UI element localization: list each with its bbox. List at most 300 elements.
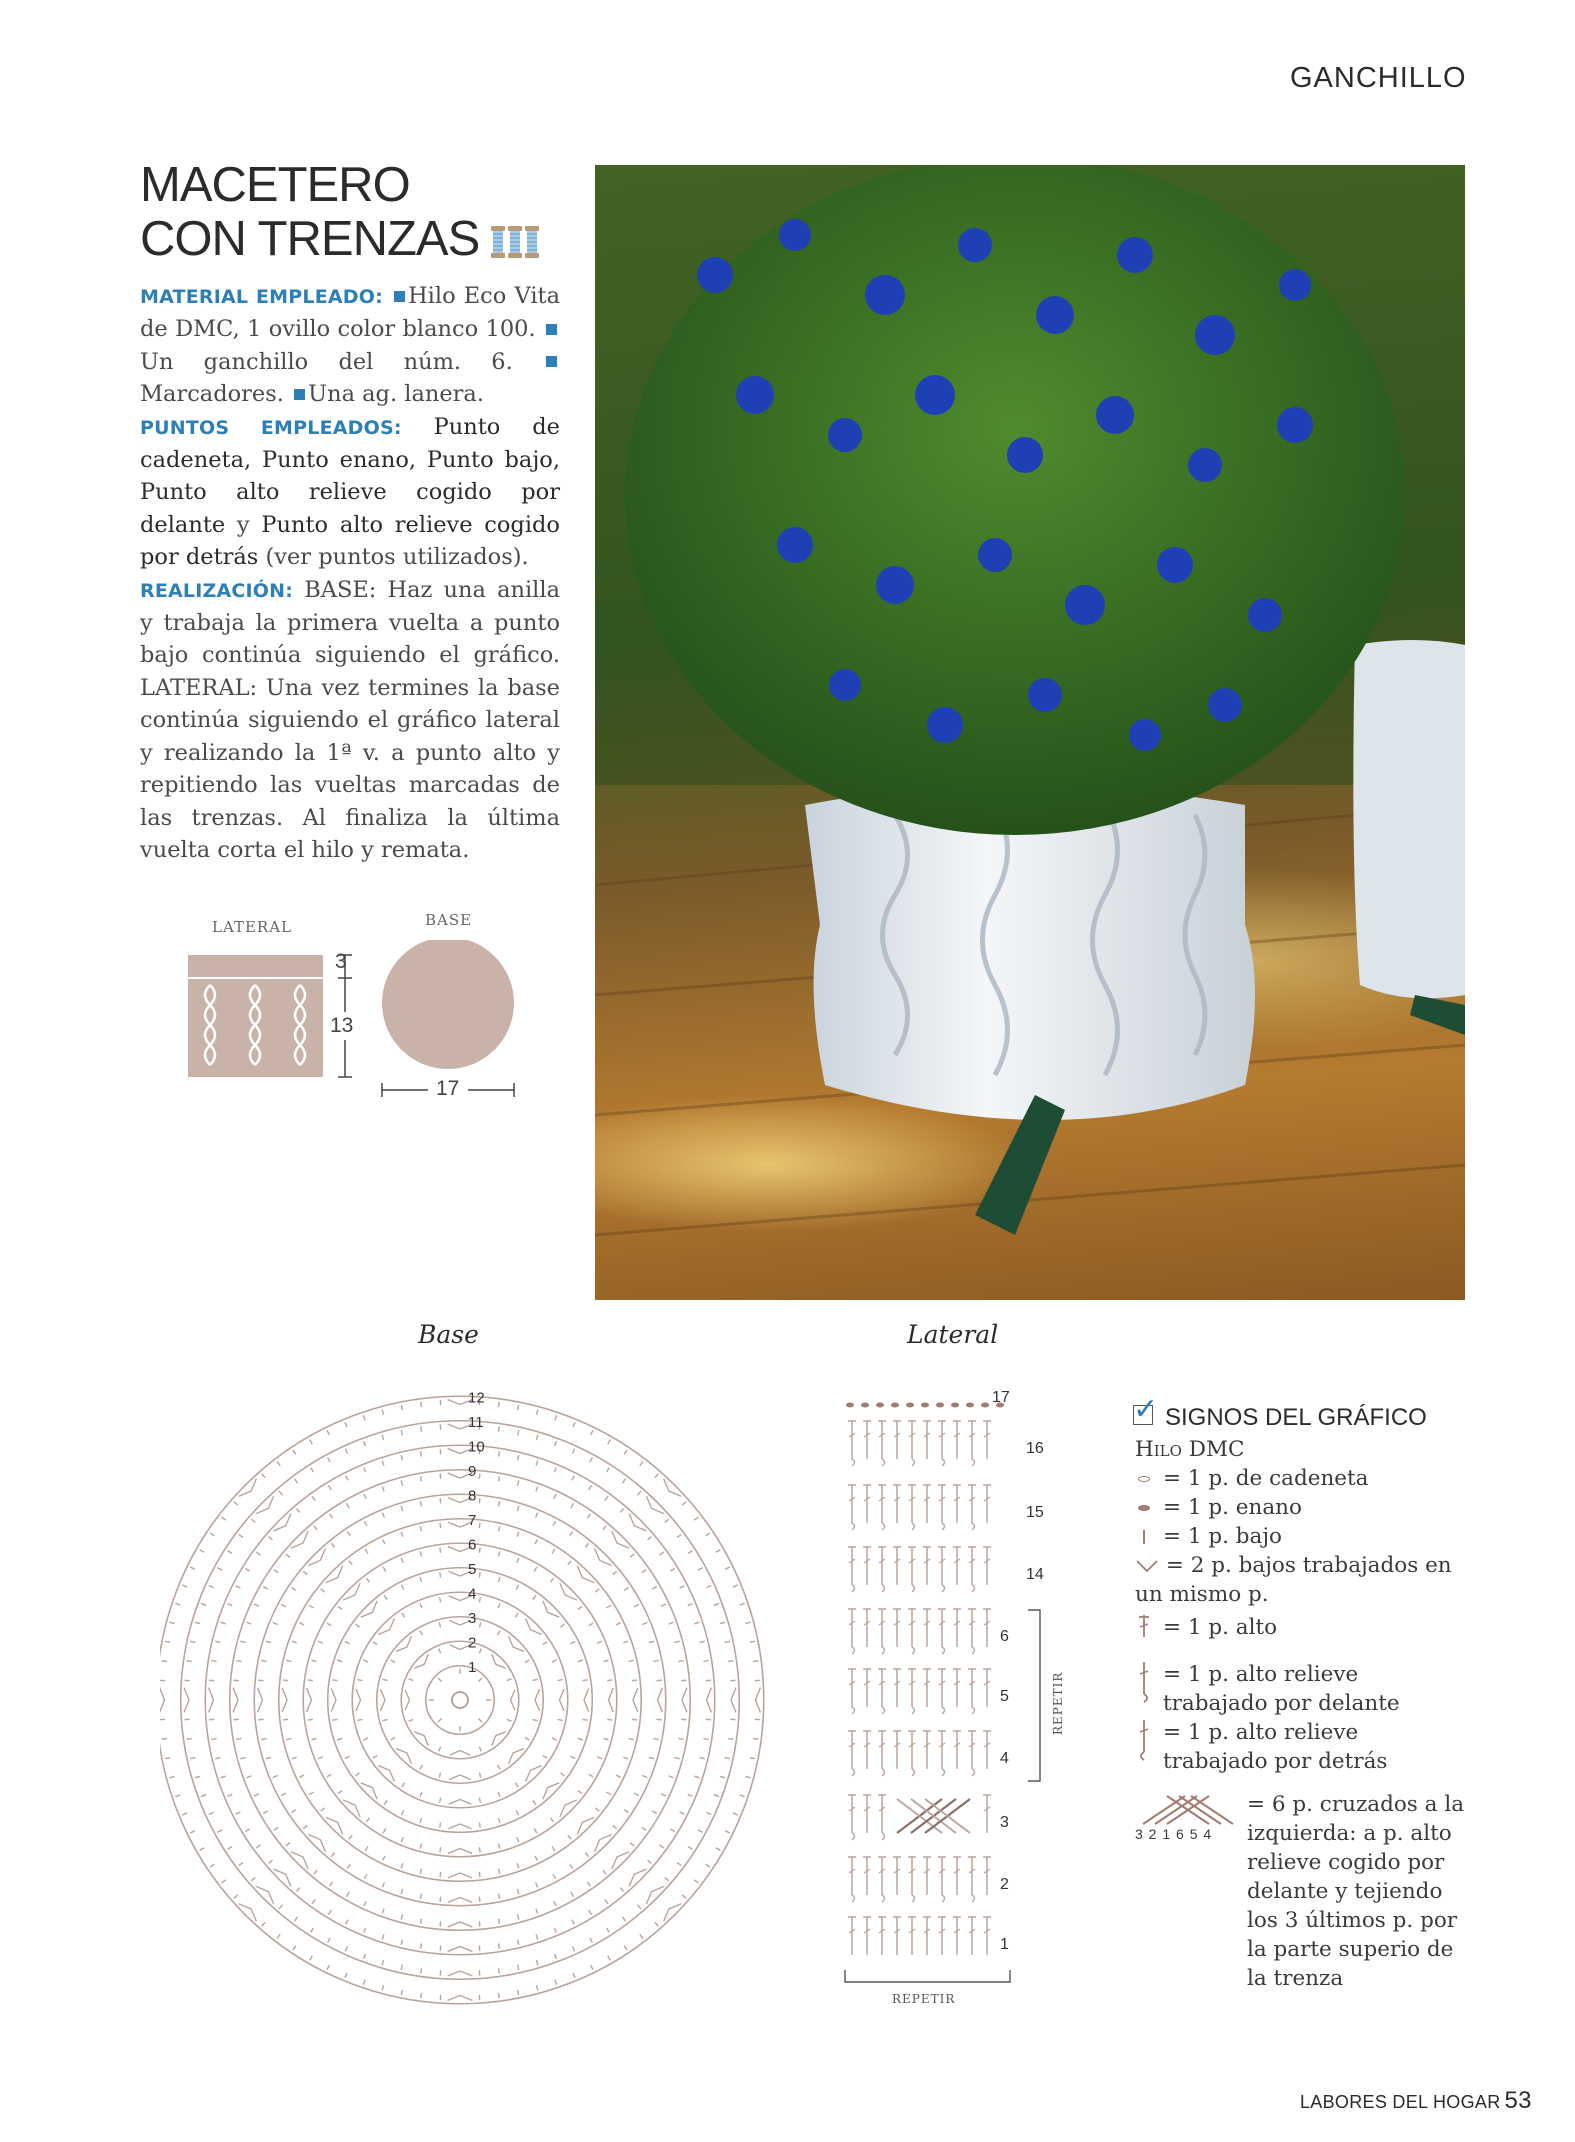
repeat-label-h: REPETIR [892,1992,956,2005]
single-stitch [439,1772,440,1777]
single-stitch [603,1870,606,1874]
single-stitch [499,1451,500,1456]
single-stitch [286,1660,291,1661]
single-stitch [624,1810,628,1813]
single-stitch [439,1622,440,1627]
lateral-chart-title: Lateral [907,1320,999,1349]
single-stitch [616,1623,621,1625]
round-ring [401,1641,519,1759]
single-stitch [642,1827,646,1830]
single-stitch [312,1496,315,1500]
single-stitch [553,1521,555,1526]
puntos-list-2: Punto alto relieve cogido por detrás [140,511,560,571]
increase-stitch [609,1688,614,1712]
single-stitch [750,1758,755,1759]
single-stitch [366,1578,369,1582]
single-stitch [363,1738,368,1740]
schematic-base-label: BASE [425,911,473,929]
puntos-note: (ver puntos utilizados). [265,544,529,571]
round-number: 9 [468,1462,477,1480]
single-stitch [401,1405,402,1410]
single-stitch [517,1914,518,1919]
single-stitch [440,1523,441,1528]
single-stitch [587,1882,590,1886]
single-stitch [345,1947,347,1952]
single-stitch [311,1660,316,1661]
increase-stitch [282,1688,287,1712]
single-stitch [620,1509,623,1513]
single-stitch [543,1642,547,1645]
single-stitch [347,1531,350,1535]
single-stitch [401,1455,402,1460]
single-stitch [479,1572,480,1577]
single-stitch [677,1534,681,1537]
single-stitch [640,1461,643,1465]
single-stitch [591,1430,593,1435]
single-stitch [620,1887,623,1891]
single-stitch [420,1765,423,1770]
single-stitch [382,1719,387,1720]
increase-stitch [273,1869,290,1886]
round-number: 3 [468,1609,477,1627]
row-number: 5 [1000,1688,1009,1705]
single-stitch [703,1739,708,1740]
single-stitch [706,1864,710,1867]
single-stitch [349,1561,352,1565]
single-stitch [688,1551,692,1554]
single-stitch [401,1506,403,1511]
single-stitch [585,1853,588,1857]
single-stitch [479,1597,480,1602]
single-stitch [554,1928,556,1933]
single-stitch [401,1889,403,1894]
single-stitch [517,1889,519,1894]
single-stitch [269,1537,273,1540]
single-stitch [345,1973,347,1978]
page-footer [1300,2087,1532,2115]
single-stitch [286,1738,291,1739]
single-stitch [382,1409,383,1414]
round-ring [426,1666,495,1735]
single-stitch [694,1622,699,1624]
single-stitch [479,1847,480,1852]
single-stitch [190,1641,195,1642]
single-stitch [649,1757,654,1759]
repeat-label-v: REPETIR [1051,1671,1065,1735]
single-stitch [327,1623,332,1626]
single-stitch [499,1476,500,1481]
increase-stitch [448,1849,472,1854]
single-stitch [420,1551,421,1556]
single-stitch [215,1641,220,1642]
single-stitch [190,1831,195,1833]
single-stitch [363,1415,365,1420]
single-stitch [536,1985,537,1990]
single-stitch [218,1568,223,1571]
single-stitch [420,1526,421,1531]
single-stitch [408,1719,413,1721]
single-stitch [589,1485,592,1489]
single-stitch [654,1660,659,1661]
single-stitch [595,1808,599,1811]
lateral-crochet-chart [830,1355,1120,2005]
single-stitch [479,1648,481,1653]
single-stitch [560,1773,564,1776]
realizacion-label: REALIZACIÓN: [140,579,294,602]
increase-stitch [612,1852,629,1869]
single-stitch [187,1739,192,1740]
single-stitch [518,1940,519,1945]
single-stitch [440,1597,441,1602]
single-stitch [517,1558,519,1563]
single-stitch [652,1811,657,1814]
title-line-2: CON TRENZAS [140,212,480,266]
single-stitch [338,1790,342,1793]
single-stitch [570,1531,573,1535]
single-stitch [283,1680,288,1681]
increase-stitch [664,1904,682,1922]
single-stitch [479,1772,480,1777]
single-stitch [281,1793,286,1795]
single-stitch [665,1877,669,1880]
single-stitch [310,1440,313,1445]
single-stitch [554,1901,556,1906]
single-stitch [659,1845,663,1848]
single-stitch [297,1887,300,1891]
page-title [140,158,539,266]
single-stitch [401,1558,403,1563]
single-stitch [211,1739,216,1740]
legend-back-post: = 1 p. alto relieve trabajado por detrás [1163,1720,1388,1774]
single-stitch [299,1623,304,1625]
single-stitch [421,1968,422,1973]
front-post-icon [1137,1660,1151,1704]
single-stitch [314,1870,317,1874]
single-stitch [236,1739,241,1740]
single-stitch [227,1794,232,1796]
single-stitch [517,1837,519,1842]
single-stitch [256,1552,260,1555]
single-stitch [169,1622,174,1623]
schematic-diagram [180,940,540,1115]
single-stitch [346,1892,349,1897]
single-stitch [607,1680,612,1681]
single-stitch [603,1738,608,1739]
single-stitch [328,1910,331,1914]
single-stitch [383,1539,385,1544]
round-number: 7 [468,1511,477,1529]
second-pot [1353,640,1465,998]
single-stitch [558,1719,563,1720]
single-stitch [263,1811,268,1814]
single-stitch [642,1570,646,1573]
single-stitch [716,1550,721,1553]
single-stitch [228,1551,232,1554]
single-stitch [345,1422,347,1427]
single-stitch [363,1954,365,1959]
single-stitch [578,1660,583,1662]
row-number: 17 [992,1389,1010,1406]
single-stitch [440,1847,441,1852]
single-stitch [162,1661,167,1662]
single-stitch [162,1739,167,1740]
single-stitch [337,1660,342,1662]
round-ring [205,1445,715,1955]
single-stitch [571,1892,574,1897]
single-stitch [745,1776,750,1777]
single-stitch [623,1757,628,1759]
single-stitch [670,1568,674,1571]
single-stitch [669,1622,674,1624]
row-number: 14 [1026,1566,1044,1583]
single-stitch [246,1776,251,1778]
material-item: Marcadores. [140,381,284,408]
single-stitch [365,1846,368,1850]
single-stitch [555,1980,557,1985]
increase-stitch [450,1751,470,1755]
single-stitch [321,1589,325,1592]
single-stitch [440,1798,441,1803]
single-stitch [745,1622,750,1623]
single-stitch [630,1554,634,1557]
single-stitch [421,1993,422,1998]
schematic-lateral-label: LATERAL [212,918,293,936]
single-stitch [595,1589,599,1592]
single-stitch [568,1561,571,1565]
single-stitch [669,1776,674,1778]
single-stitch [201,1795,206,1797]
single-stitch [364,1494,366,1499]
single-stitch [622,1917,625,1921]
single-stitch [209,1585,214,1587]
row-number: 1 [1000,1936,1009,1953]
single-crochet-icon [1143,1530,1145,1544]
increase-stitch [256,1496,274,1514]
increase-stitch [239,1479,257,1497]
single-stitch [605,1496,608,1500]
single-stitch [401,1990,402,1995]
single-stitch [338,1606,342,1609]
single-stitch [517,1480,518,1485]
material-item: Una ag. lanera. [308,381,484,408]
round-ring [279,1519,642,1882]
single-stitch [571,1503,574,1508]
single-stitch [682,1895,686,1898]
single-stitch [291,1587,295,1590]
single-stitch [536,1960,537,1965]
increase-stitch [273,1513,290,1530]
single-stitch [221,1517,225,1520]
single-stitch [420,1869,421,1874]
single-stitch [629,1660,634,1661]
single-stitch [420,1501,421,1506]
single-stitch [182,1585,187,1587]
round-ring [230,1470,691,1931]
single-stitch [382,1909,384,1914]
single-stitch [499,1919,500,1924]
single-stitch [209,1813,214,1815]
dim-diameter-value: 17 [436,1077,460,1100]
single-stitch [516,1585,518,1590]
single-stitch [728,1739,733,1740]
single-stitch [364,1928,366,1933]
single-stitch [234,1502,238,1505]
single-stitch [292,1641,297,1643]
increase-stitch [535,1689,540,1711]
single-stitch [655,1474,658,1478]
single-stitch [661,1604,666,1606]
single-stitch [554,1467,556,1472]
single-stitch [364,1901,366,1906]
single-stitch [582,1719,587,1720]
single-stitch [498,1526,499,1531]
single-stitch [439,1747,441,1752]
single-stitch [578,1738,583,1740]
single-stitch [421,1451,422,1456]
single-stitch [240,1757,245,1758]
single-stitch [261,1739,266,1740]
single-stitch [698,1568,703,1571]
single-stitch [674,1641,679,1642]
bullet-icon [546,356,557,367]
single-stitch [311,1928,314,1932]
increase-stitch [449,1800,472,1805]
chain-stitch-icon [1138,1476,1150,1482]
single-stitch [613,1571,617,1574]
single-stitch [190,1567,195,1569]
single-stitch [383,1829,386,1834]
increase-stitch [646,1496,664,1514]
page-number: 53 [1504,2087,1532,2114]
single-stitch [517,1506,519,1511]
single-stitch [283,1719,288,1720]
single-stitch [720,1776,725,1777]
single-stitch [560,1624,564,1627]
single-stitch [498,1869,499,1874]
increase-stitch [449,1775,471,1780]
single-stitch [725,1831,730,1833]
single-stitch [331,1853,334,1857]
title-line-1: MACETERO [140,158,410,212]
single-stitch [211,1661,216,1662]
single-stitch [261,1660,266,1661]
single-stitch [277,1461,280,1465]
single-stitch [239,1862,243,1865]
single-stitch [401,1532,403,1537]
increase-stitch [160,1688,165,1713]
single-stitch [309,1792,313,1795]
legend-front-post: = 1 p. alto relieve trabajado por delante [1163,1662,1400,1716]
single-stitch [647,1537,651,1540]
single-stitch [706,1533,710,1536]
single-stitch [346,1503,349,1508]
single-stitch [733,1585,738,1587]
single-stitch [498,1631,501,1636]
single-stitch [294,1479,297,1483]
single-stitch [606,1605,610,1608]
single-stitch [256,1845,260,1848]
single-stitch [479,1822,480,1827]
single-stitch [175,1795,180,1797]
single-stitch [382,1985,383,1990]
single-stitch [629,1738,634,1739]
single-stitch [195,1622,200,1623]
single-stitch [654,1739,659,1740]
single-stitch [698,1830,703,1833]
single-stitch [439,1648,441,1653]
round-number: 11 [468,1413,484,1431]
dim-top-value: 3 [335,950,347,973]
single-stitch [274,1570,278,1573]
single-stitch [218,1830,223,1833]
single-stitch [421,1427,422,1432]
single-stitch [327,1430,329,1435]
increase-stitch [707,1688,712,1713]
single-stitch [355,1624,359,1627]
single-stitch [303,1825,307,1828]
single-stitch [616,1775,621,1777]
single-stitch [517,1532,519,1537]
increase-stitch [595,1548,612,1565]
single-stitch [201,1603,206,1605]
row-number: 15 [1026,1504,1044,1521]
single-stitch [345,1756,350,1758]
base-circle [382,940,514,1069]
single-stitch [221,1622,226,1624]
single-stitch [382,1882,384,1887]
single-stitch [309,1605,313,1608]
single-stitch [657,1680,662,1681]
single-stitch [624,1450,627,1454]
single-stitch [363,1980,365,1985]
single-stitch [346,1920,348,1925]
single-stitch [605,1899,608,1903]
increase-stitch [405,1690,409,1710]
single-stitch [688,1794,693,1796]
single-stitch [498,1765,501,1770]
single-stitch [281,1604,286,1606]
single-stitch [613,1825,617,1828]
single-stitch [570,1641,575,1643]
single-stitch [623,1641,628,1643]
slip-stitch-mark [891,1403,899,1408]
single-stitch [573,1449,575,1454]
single-stitch [293,1450,296,1454]
single-stitch [327,1965,329,1970]
single-stitch [572,1476,574,1481]
single-stitch [649,1641,654,1643]
single-stitch [499,1943,500,1948]
foliage [625,165,1405,835]
single-stitch [246,1622,251,1624]
single-stitch [499,1501,500,1506]
round-number: 1 [468,1658,477,1676]
single-stitch [518,1965,519,1970]
single-stitch [637,1905,640,1909]
single-stitch [273,1622,278,1624]
single-stitch [266,1641,271,1643]
single-stitch [603,1660,608,1661]
single-stitch [703,1661,708,1662]
single-stitch [373,1755,377,1758]
single-stitch [725,1641,730,1642]
single-stitch [680,1586,685,1588]
material-item: Un ganchillo del núm. 6. [140,348,513,375]
single-stitch [420,1603,422,1608]
single-stitch [364,1874,366,1879]
bullet-icon [546,324,557,335]
single-stitch [555,1415,557,1420]
